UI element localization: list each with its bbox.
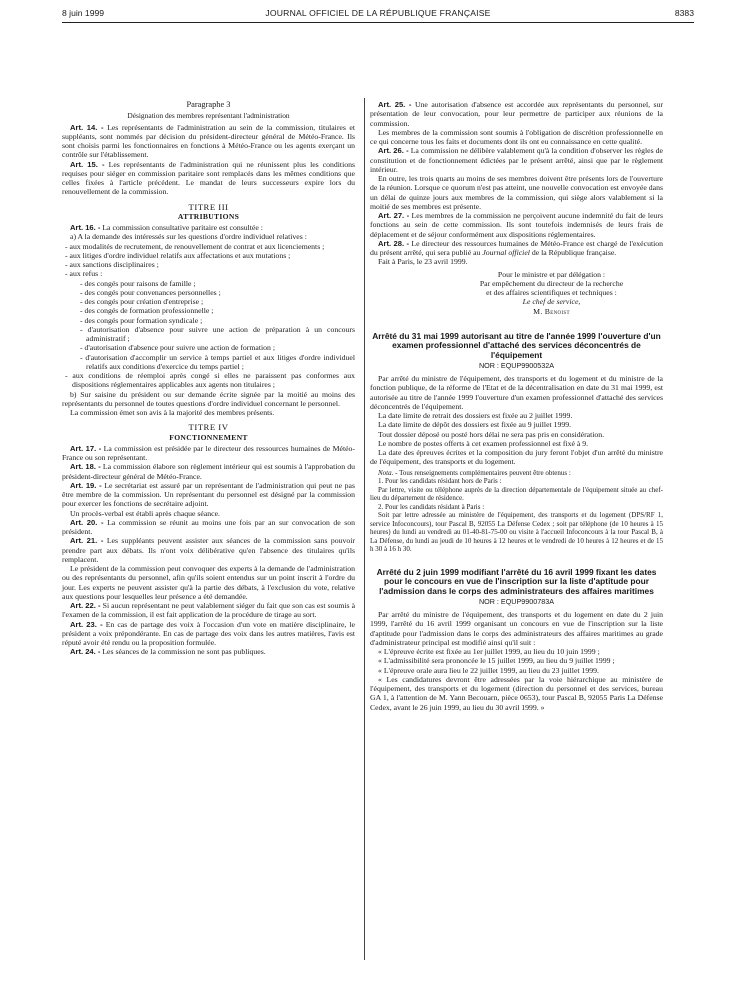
list-item: - aux refus :: [65, 269, 103, 279]
arrete-2-nor: NOR : EQUP9900783A: [478, 596, 555, 606]
arrete-1-p4: Tout dossier déposé ou posté hors délai ne sera pas pris en considération.: [378, 429, 605, 439]
titre-4-heading: TITRE IV: [188, 422, 229, 433]
article-16: [62, 223, 355, 232]
arrete-2-q2: « L'admissibilité sera prononcée le 15 juillet 1999, au lieu du 9 juillet 1999 ;: [378, 656, 615, 666]
article-14-label: Art. 14. -: [70, 122, 104, 132]
page-header: [62, 8, 694, 22]
article-24-label: Art. 24. -: [70, 647, 101, 657]
list-item: - des congés de formation professionnelle ;: [80, 306, 214, 316]
arrete-2-p1: Par arrêté du ministre de l'équipement, des transports et du logement en date du 2 juin 1999, l'arrêté du 16 avril 1999 organisant un concours en vue de l'inscription sur la liste d'aptitude pour l'admission dans le corps des administrateurs des affaires maritimes au grade d'administrateur principal est modifié ainsi qu'il suit :: [370, 610, 663, 647]
article-20: [62, 518, 355, 537]
arrete-1-p5: Le nombre de postes offerts à cet examen professionnel est fixé à 9.: [378, 438, 589, 448]
list-item: - d'autorisation d'absence pour suivre une action de formation ;: [80, 343, 275, 353]
article-18-text: La commission élabore son règlement intérieur qui est soumis à l'approbation du président-directeur général de Météo-France.: [62, 462, 356, 481]
article-15-label: Art. 15. -: [70, 159, 105, 169]
signature-line-4: Le chef de service,: [522, 297, 581, 307]
list-item: - des congés pour raisons de famille ;: [80, 278, 196, 288]
nota: [370, 469, 663, 478]
article-25: [370, 100, 663, 128]
arrete-2-q3: « L'épreuve orale aura lieu le 22 juillet 1999, au lieu du 23 juillet 1999.: [378, 665, 599, 675]
article-14: [62, 123, 355, 160]
article-16-b: b) Sur saisine du président ou sur demande écrite signée par la moitié au moins des représentants du personnel de toutes questions d'ordre individuel concernant le personnel.: [62, 389, 355, 408]
article-26: [370, 146, 663, 174]
article-23-text: En cas de partage des voix à l'occasion d'un vote en matière disciplinaire, le président a voix prépondérante. En cas de partage des voix dans les autres matières, l'avis est réputé avoir été rendu ou la proposition formulée.: [62, 619, 355, 647]
article-27: [370, 211, 663, 239]
header-page-number: 8383: [674, 8, 694, 18]
article-21: [62, 536, 355, 564]
article-27-label: Art. 27. -: [378, 211, 410, 220]
arrete-2-title: Arrêté du 2 juin 1999 modifiant l'arrêté du 16 avril 1999 fixant les dates pour le concours en vue de l'inscription sur la liste d'aptitude pour l'admission dans le corps des administrateurs des affaires maritimes: [376, 566, 657, 596]
article-22-text: Si aucun représentant ne peut valablement siéger du fait que son cas est soumis à l'examen de la commission, il est fait application de la procédure de tirage au sort.: [62, 601, 356, 620]
article-28-text-a: Le directeur des ressources humaines de Météo-France est chargé de l'exécution du présent arrêté, qui sera publié au: [370, 238, 663, 257]
article-25-text: Une autorisation d'absence est accordée aux représentants du personnel, sur présentation de leur convocation, pour leur permettre de participer aux réunions de la commission.: [370, 100, 663, 128]
article-16-refus-list: [62, 279, 355, 372]
article-17: [62, 444, 355, 463]
arrete-1-p2: La date limite de retrait des dossiers est fixée au 2 juillet 1999.: [378, 411, 573, 421]
article-28: [370, 239, 663, 258]
article-16-list: [62, 242, 355, 279]
article-16-text: La commission consultative paritaire est consultée :: [102, 223, 263, 232]
article-18: [62, 462, 355, 481]
titre-3-subheading: ATTRIBUTIONS: [177, 211, 240, 221]
arrete-2-q4: « Les candidatures devront être adressées par la voie hiérarchique au ministère de l'équipement, des transports et du logement (direction du personnel et des services, bureau GA 1, à l'attention de M. Yann Becouarn, pièce 0653), tour Pascal B, 92055 Paris La Défense Cedex, avant le 26 juin 1999, au lieu du 30 avril 1999. »: [370, 674, 663, 712]
article-24-text: Les séances de la commission ne sont pas publiques.: [102, 647, 266, 657]
signature-name: M. Benoist: [533, 306, 570, 316]
article-26-p2: En outre, les trois quarts au moins de ses membres doivent être présents lors de l'ouverture de la réunion. Lorsque ce quorum n'est pas atteint, une nouvelle convocation est envoyée dans un délai de quinze jours aux membres de la commission, qui siège alors valablement si la moitié de ses membres est présente.: [370, 174, 663, 211]
article-15-text: Les représentants de l'administration qui ne réunissent plus les conditions requises pour siéger en commission paritaire sont remplacés dans les mêmes conditions que celles fixées à l'article précédent. Le mandat de leurs successeurs expire lors du renouvellement de la commission.: [62, 159, 355, 197]
left-column: [62, 100, 355, 657]
article-19: [62, 481, 355, 509]
article-19-label: Art. 19. -: [70, 480, 102, 490]
titre-3-heading: TITRE III: [188, 201, 229, 212]
article-23: [62, 620, 355, 648]
signature-line-2: Par empêchement du directeur de la recherche: [479, 278, 624, 288]
article-21-p2: Le président de la commission peut convoquer des experts à la demande de l'administration ou des représentants du personnel, afin qu'ils soient entendus sur un point inscrit à l'ordre du jour. Les experts ne peuvent assister qu'à la partie des débats, à l'exclusion du vote, relative aux questions pour lesquelles leur présence a été demandée.: [62, 564, 355, 601]
nota-1-detail: Par lettre, visite ou téléphone auprès de la direction départementale de l'équipement située au chef-lieu du département de résidence.: [370, 485, 663, 503]
article-28-label: Art. 28. -: [378, 238, 410, 248]
article-27-text: Les membres de la commission ne perçoivent aucune indemnité du fait de leurs fonctions au sein de cette commission. Ils sont toutefois indemnisés de leurs frais de déplacement et de séjour conformément aux dispositions réglementaires.: [370, 211, 663, 239]
arrete-1-p6: La date des épreuves écrites et la composition du jury feront l'objet d'un arrêté du ministre de l'équipement, des transports et du logement.: [370, 448, 663, 467]
article-16-a: a) A la demande des intéressés sur les questions d'ordre individuel relatives :: [70, 232, 307, 242]
arrete-1-title: Arrêté du 31 mai 1999 autorisant au titre de l'année 1999 l'ouverture d'un examen professionnel d'attaché des services déconcentrés de l'équipement: [372, 330, 661, 360]
article-15: [62, 160, 355, 197]
arrete-2-q1: « L'épreuve écrite est fixée au 1er juillet 1999, au lieu du 10 juin 1999 ;: [378, 647, 600, 657]
nota-1: 1. Pour les candidats résidant hors de Paris :: [378, 477, 502, 486]
article-26-text: La commission ne délibère valablement qu'à la condition d'observer les règles de constitution et de fonctionnement édictées par le présent arrêté, ainsi que par le règlement intérieur.: [370, 146, 663, 174]
list-item: - d'autorisation d'absence pour suivre une action de préparation à un concours administratif ;: [80, 324, 355, 343]
paragraph-3-subtitle: Désignation des membres représentant l'administration: [127, 111, 290, 121]
article-16-list-end: [62, 371, 355, 390]
nota-text: - Tous renseignements complémentaires peuvent être obtenus :: [395, 468, 571, 477]
article-22-label: Art. 22. -: [70, 601, 101, 610]
list-item: - aux conditions de réemploi après congé si elles ne paraissent pas conformes aux dispositions réglementaires applicables aux agents non titulaires ;: [65, 371, 355, 390]
article-25-label: Art. 25. -: [378, 100, 412, 109]
article-19-text: Le secrétariat est assuré par un représentant de l'administration qui peut ne pas être membre de la commission. Un représentant du personnel est désigné par la commission pour exercer les fonctions de secrétaire adjoint.: [62, 480, 356, 509]
right-column: [370, 100, 663, 712]
header-date: 8 juin 1999: [62, 8, 105, 18]
article-20-text: La commission se réunit au moins une fois par an sur convocation de son président.: [62, 517, 356, 536]
column-divider: [364, 98, 365, 960]
arrete-1-p3: La date limite de dépôt des dossiers est fixée au 9 juillet 1999.: [378, 420, 572, 430]
list-item: - aux sanctions disciplinaires ;: [65, 260, 159, 269]
article-14-text: Les représentants de l'administration au sein de la commission, titulaires et suppléants, sont nommés par décision du président-directeur général de Météo-France. Ils sont choisis parmi les fonctionnaires en fonctions à Météo-France ou les agents exerçant un contrôle sur l'établissement.: [62, 122, 355, 160]
article-16-label: Art. 16. -: [70, 223, 101, 232]
article-21-label: Art. 21. -: [70, 536, 104, 546]
titre-4-subheading: FONCTIONNEMENT: [169, 432, 248, 442]
article-26-label: Art. 26. -: [378, 146, 409, 156]
article-28-text-b: de la République française.: [531, 248, 617, 257]
header-rule: [62, 22, 694, 23]
article-22: [62, 601, 355, 620]
list-item: - des congés pour convenances personnelles ;: [80, 287, 221, 297]
article-28-journal: Journal officiel: [482, 248, 530, 257]
article-19-p2: Un procès-verbal est établi après chaque séance.: [70, 508, 220, 518]
article-17-label: Art. 17. -: [70, 443, 102, 453]
list-item: - d'autorisation d'accomplir un service à temps partiel et aux litiges d'ordre individuel relatifs aux conditions d'exercice du temps partiel ;: [80, 352, 355, 371]
list-item: - des congés pour formation syndicale ;: [80, 315, 203, 325]
list-item: - des congés pour création d'entreprise ;: [80, 297, 204, 306]
arrete-1-p1: Par arrêté du ministre de l'équipement, des transports et du logement et du ministre de la fonction publique, de la réforme de l'Etat et de la décentralisation en date du 31 mai 1999, est autorisée au titre de l'année 1999 l'ouverture d'un examen professionnel d'attaché des services déconcentrés de l'équipement.: [370, 374, 663, 411]
article-18-label: Art. 18. -: [70, 462, 101, 472]
article-24: [62, 647, 355, 656]
fait-a-paris: Fait à Paris, le 23 avril 1999.: [378, 257, 468, 267]
article-25-p2: Les membres de la commission sont soumis à l'obligation de discrétion professionnelle en ce qui concerne tous les faits et documents dont ils ont eu connaissance en cette qualité.: [370, 127, 663, 146]
nota-label: Nota.: [378, 468, 394, 477]
nota-2-detail: Soit par lettre adressée au ministère de l'équipement, des transports et du logement (DPS/RF 1, service Infoconcours), tour Pascal B, 92055 La Défense Cedex ; soit par téléphone (de 10 heures à 15 heures) du lundi au vendredi au 01-40-81-75-00 ou visite à l'accueil Infoconcours à la tour Pascal B, à La Défense, du lundi au jeudi de 10 heures à 12 heures et le vendredi de 10 heures à 12 heures et de 15 h 30 à 16 h 30.: [370, 511, 663, 554]
header-journal-title: JOURNAL OFFICIEL DE LA RÉPUBLIQUE FRANÇAISE: [265, 8, 491, 18]
list-item: - aux modalités de recrutement, de renouvellement de contrat et aux licenciements ;: [65, 241, 325, 251]
article-17-text: La commission est présidée par le directeur des ressources humaines de Météo-France ou son représentant.: [62, 443, 355, 462]
signature-line-3: et des affaires scientifiques et techniques :: [486, 288, 617, 297]
signature-line-1: Pour le ministre et par délégation :: [497, 269, 606, 279]
arrete-1-nor: NOR : EQUP9900532A: [478, 360, 555, 370]
paragraph-3-title: Paragraphe 3: [186, 100, 231, 109]
list-item: - aux litiges d'ordre individuel relatifs aux affectations et aux mutations ;: [65, 250, 291, 260]
article-23-label: Art. 23. -: [70, 619, 103, 629]
article-20-label: Art. 20. -: [70, 517, 104, 527]
article-21-text: Les suppléants peuvent assister aux séances de la commission sans pouvoir prendre part aux débats. Ils n'ont voix délibérative qu'en l'absence des titulaires qu'ils remplacent.: [62, 536, 356, 564]
nota-2: 2. Pour les candidats résidant à Paris :: [378, 502, 485, 511]
article-16-end: La commission émet son avis à la majorité des membres présents.: [70, 408, 275, 417]
